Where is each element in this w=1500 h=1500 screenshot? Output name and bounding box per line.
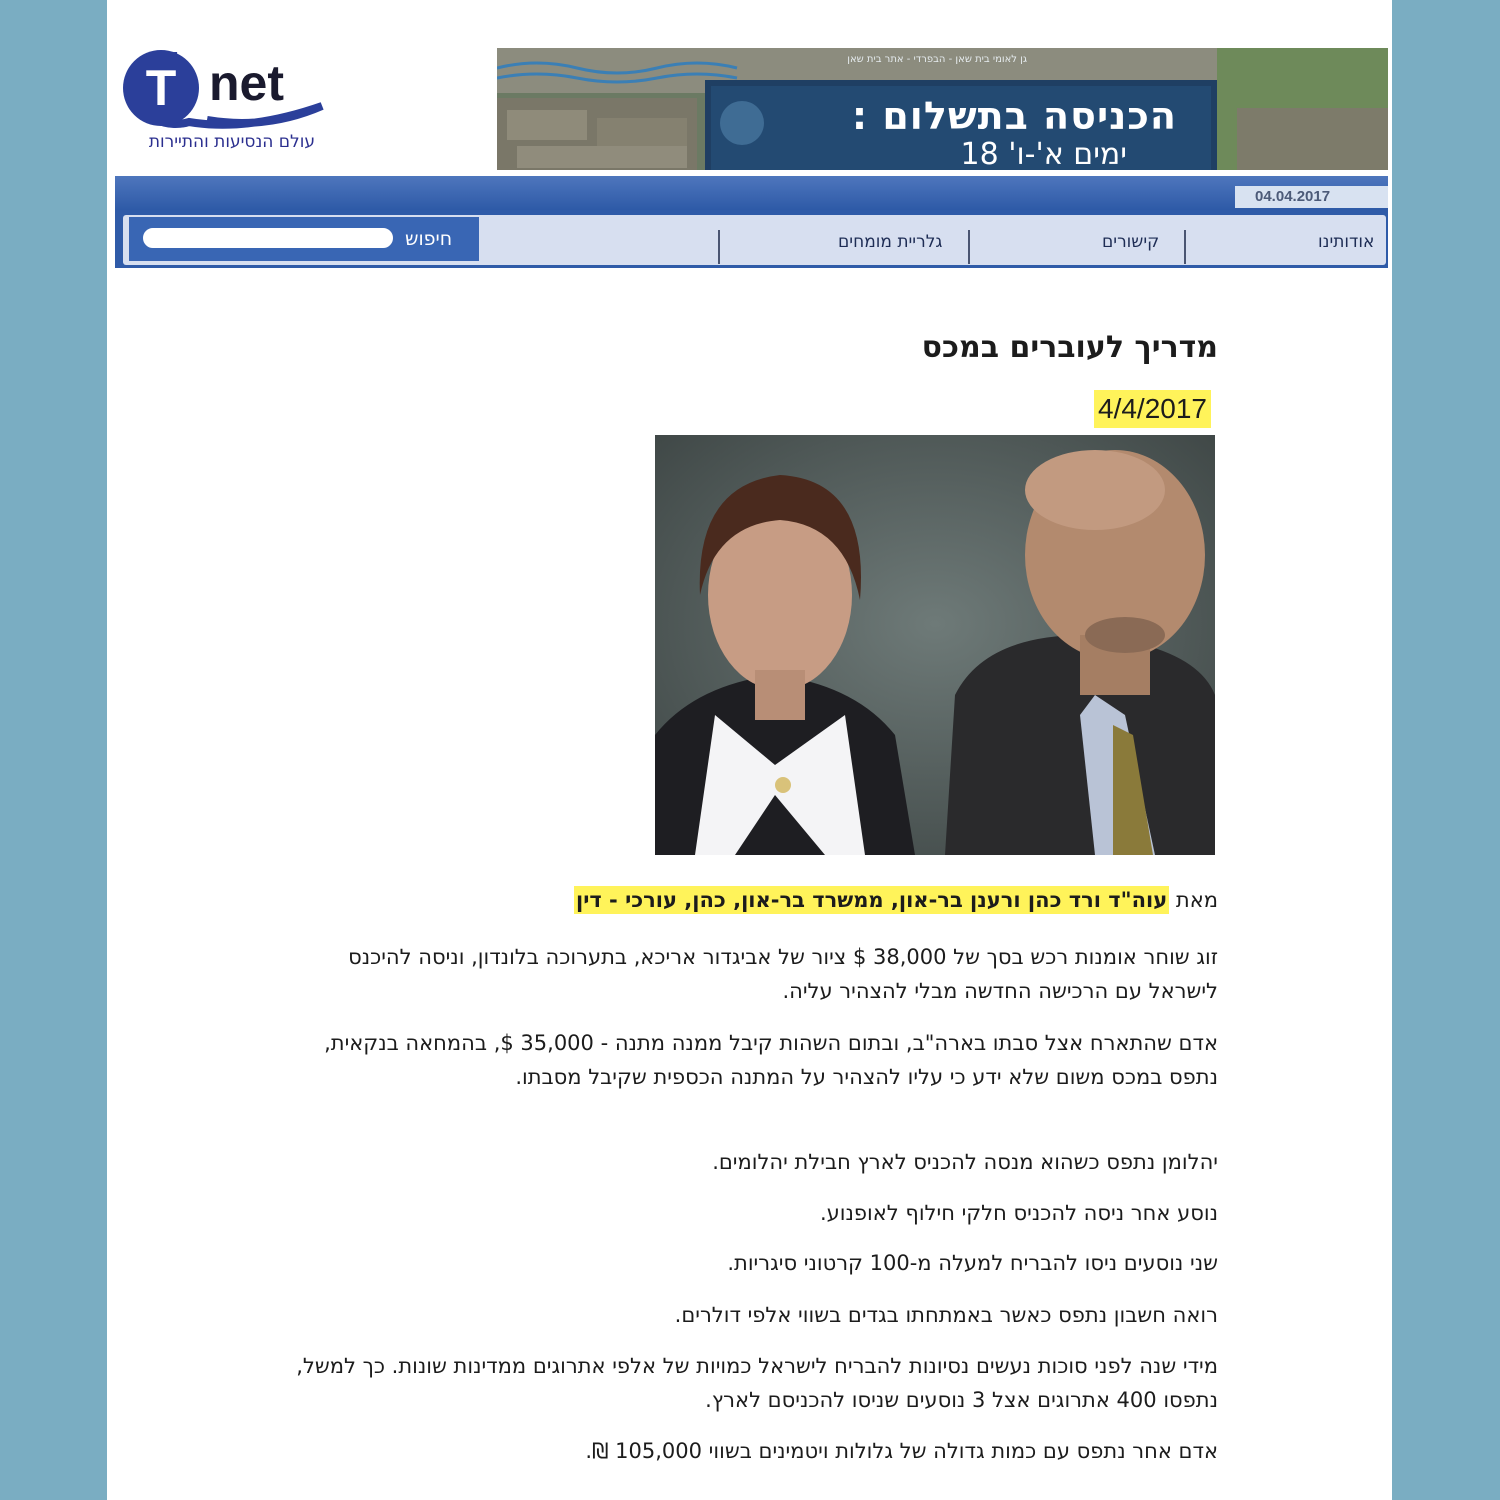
article-paragraph: אדם אחר נתפס עם כמות גדולה של גלולות ויטמינים בשווי 105,000 ₪. xyxy=(585,1439,1218,1463)
byline-prefix: מאת xyxy=(1175,888,1218,912)
logo-tagline: עולם הנסיעות והתיירות xyxy=(148,132,315,152)
nav-item-links[interactable]: קישורים xyxy=(1102,232,1160,252)
article-paragraph: נוסע אחר ניסה להכניס חלקי חילוף לאופנוע. xyxy=(819,1201,1218,1225)
article-paragraph: מידי שנה לפני סוכות נעשים נסיונות להבריח לישראל כמויות של אלפי אתרוגים ממדינות שונות. כך למשל, נתפסו 400 אתרוגים אצל 3 נוסעים שניסו להכניסם לארץ. xyxy=(296,1354,1218,1412)
article-date: 4/4/2017 xyxy=(1094,390,1211,428)
authors-photo-image xyxy=(655,435,1215,855)
banner-headline: הכניסה בתשלום : xyxy=(851,94,1177,138)
authors-photo xyxy=(655,435,1215,855)
banner-ad[interactable] xyxy=(497,48,1388,170)
search-input[interactable] xyxy=(143,228,393,248)
article-paragraph: שני נוסעים ניסו להבריח למעלה מ-100 קרטוני סיגריות. xyxy=(727,1251,1218,1275)
nav-item-about[interactable]: אודותינו xyxy=(1318,232,1375,252)
logo-mark xyxy=(117,40,327,140)
article-paragraph: זוג שוחר אומנות רכש בסך של 38,000 $ ציור של אביגדור אריכא, בתערוכה בלונדון, וניסה להיכנס לישראל עם הרכישה החדשה מבלי להצהיר עליה. xyxy=(348,945,1218,1003)
banner-subline: ימים א'-ו' 18 xyxy=(960,137,1127,170)
nav-item-expert-gallery[interactable]: גלריית מומחים xyxy=(838,232,943,252)
search-label[interactable]: חיפוש xyxy=(405,228,453,250)
nav-divider xyxy=(968,230,970,264)
article-paragraph: רואה חשבון נתפס כאשר באמתחתו בגדים בשווי אלפי דולרים. xyxy=(674,1303,1218,1327)
logo-text: net xyxy=(209,55,284,111)
article-paragraph: אדם שהתארח אצל סבתו בארה"ב, ובתום השהות קיבל ממנה מתנה - 35,000 $, בהמחאה בנקאית, נתפס במכס משום שלא ידע כי עליו להצהיר על המתנה הכספית שקיבל מסבתו. xyxy=(324,1031,1218,1089)
header-date: 04.04.2017 xyxy=(1255,188,1331,205)
article-paragraph: יהלומן נתפס כשהוא מנסה להכניס לארץ חבילת יהלומים. xyxy=(712,1150,1218,1174)
byline-authors: עוה"ד ורד כהן ורענן בר-און, ממשרד בר-און, כהן, עורכי - דין xyxy=(576,888,1168,912)
byline xyxy=(574,888,1218,912)
banner-top-text: גן לאומי בית שאן - הבפרדי - אתר בית שאן xyxy=(847,54,1027,65)
logo-letter: T xyxy=(145,60,177,116)
nav-divider xyxy=(718,230,720,264)
date-bar xyxy=(115,176,1388,210)
nav-divider xyxy=(1184,230,1186,264)
article-title: מדריך לעוברים במכס xyxy=(921,330,1218,365)
